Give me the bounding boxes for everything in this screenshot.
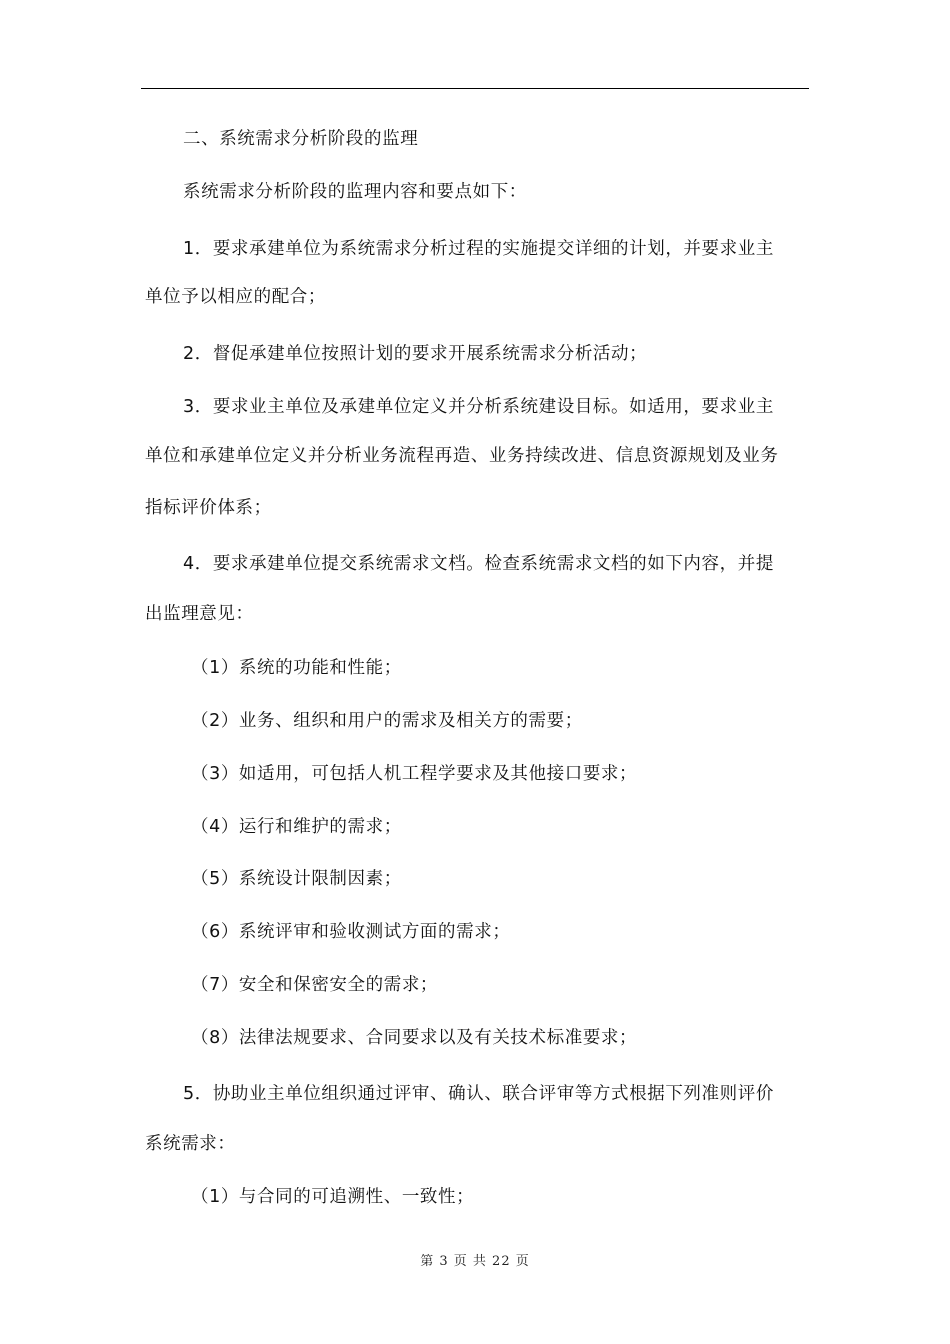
intro-paragraph: 系统需求分析阶段的监理内容和要点如下： bbox=[183, 182, 527, 202]
item-1-line-1: 1．要求承建单位为系统需求分析过程的实施提交详细的计划，并要求业主 bbox=[183, 239, 774, 259]
item-4-line-2: 出监理意见： bbox=[145, 604, 254, 624]
item-4-line-1: 4．要求承建单位提交系统需求文档。检查系统需求文档的如下内容，并提 bbox=[183, 554, 774, 574]
item-2: 2．督促承建单位按照计划的要求开展系统需求分析活动； bbox=[183, 344, 648, 364]
section-heading: 二、系统需求分析阶段的监理 bbox=[183, 129, 419, 149]
item-4-sub-1: （1）系统的功能和性能； bbox=[191, 658, 402, 678]
page-number-footer: 第 3 页 共 22 页 bbox=[420, 1254, 530, 1269]
item-4-sub-7: （7）安全和保密安全的需求； bbox=[191, 975, 439, 995]
item-4-sub-6: （6）系统评审和验收测试方面的需求； bbox=[191, 922, 511, 942]
item-4-sub-8: （8）法律法规要求、合同要求以及有关技术标准要求； bbox=[191, 1028, 638, 1048]
item-4-sub-5: （5）系统设计限制因素； bbox=[191, 869, 402, 889]
item-3-line-1: 3．要求业主单位及承建单位定义并分析系统建设目标。如适用，要求业主 bbox=[183, 397, 774, 417]
item-5-line-2: 系统需求： bbox=[145, 1134, 236, 1154]
header-rule bbox=[141, 88, 809, 89]
item-5-line-1: 5．协助业主单位组织通过评审、确认、联合评审等方式根据下列准则评价 bbox=[183, 1084, 774, 1104]
item-3-line-3: 指标评价体系； bbox=[145, 498, 272, 518]
item-1-line-2: 单位予以相应的配合； bbox=[145, 287, 326, 307]
item-4-sub-4: （4）运行和维护的需求； bbox=[191, 817, 402, 837]
item-3-line-2: 单位和承建单位定义并分析业务流程再造、业务持续改进、信息资源规划及业务 bbox=[145, 446, 779, 466]
item-4-sub-3: （3）如适用，可包括人机工程学要求及其他接口要求； bbox=[191, 764, 638, 784]
item-4-sub-2: （2）业务、组织和用户的需求及相关方的需要； bbox=[191, 711, 583, 731]
item-5-sub-1: （1）与合同的可追溯性、一致性； bbox=[191, 1187, 475, 1207]
